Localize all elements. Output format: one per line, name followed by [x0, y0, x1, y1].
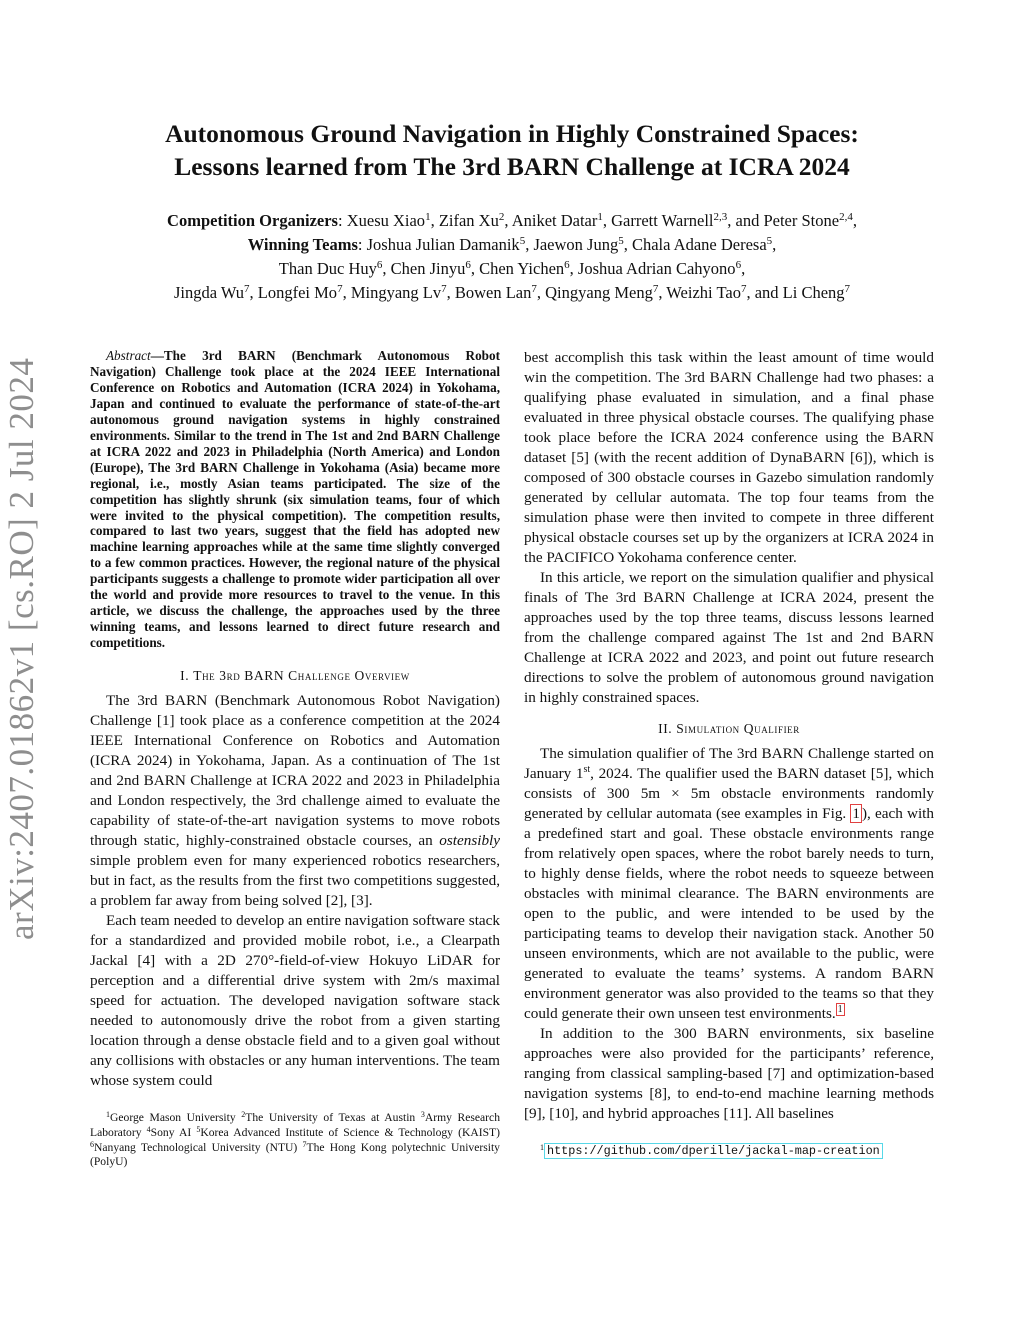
affil-mark: 7	[652, 283, 659, 295]
winners-label: Winning Teams	[247, 235, 358, 254]
emphasis-text: ostensibly	[439, 832, 501, 850]
affiliation: The Hong Kong polytechnic University (PolyU)	[90, 1140, 500, 1169]
paragraph: In addition to the 300 BARN environments, six baseline approaches were also provided for the participants’ reference, ranging from classical sampling-based [7] and optimization-based navigation systems [8], to end-to-end machine learning methods [9], [10], and hybrid approaches [11]. All baselines	[524, 1025, 934, 1122]
author: Qingyang Meng	[545, 283, 653, 302]
paragraph-text: The 3rd BARN (Benchmark Autonomous Robot Navigation) Challenge [1] took place as a conference competition at the 2024 IEEE International Conference on Robotics and Automation (ICRA 2024) in Yokohama, Japan. As a continuation of The 1st and 2nd BARN Challenge at ICRA 2022 and 2023 in Philadelphia and London respectively, the 3rd challenge aimed to evaluate the capability of state-of-the-art navigation systems to move robots through static, highly-constrained obstacle courses, an	[90, 692, 500, 850]
abstract-text: The 3rd BARN (Benchmark Autonomous Robot Navigation) Challenge took place at the 2024 IEEE International Conference on Robotics and Automation (ICRA 2024) in Yokohama, Japan and continued to evaluate the performance of state-of-the-art autonomous ground navigation systems in highly constrained environments. Similar to the trend in The 1st and 2nd BARN Challenge at ICRA 2022 and 2023 in Philadelphia (North America) and London (Europe), The 3rd BARN Challenge in Yokohama (Asia) became more regional, i.e., mostly Asian teams participated. The size of the competition has slightly shrunk (six simulation teams, four of which were invited to the physical competition). The competition results, compared to last two years, suggest that the field has adopted new machine learning approaches while at the same time slightly converged to a few common practices. However, the regional nature of the physical participants suggests a challenge to promote wider participation all over the world and provide more resources to travel to the venue. In this article, we discuss the challenge, the approaches used by the three winning teams, and lessons learned to direct future research and competitions.	[90, 348, 500, 651]
paragraph	[524, 744, 934, 1024]
affil-mark: 6	[564, 259, 570, 271]
author: Jingda Wu	[173, 283, 245, 302]
author: Than Duc Huy	[278, 259, 377, 278]
affil-mark: 7	[337, 283, 343, 295]
affil-mark: 6	[465, 259, 471, 271]
paragraph-text: ), each with a predefined start and goal. These obstacle environments range from relatively open spaces, where the robot barely needs to turn, to highly dense fields, where the robot needs to squeeze between obstacles with minimal clearance. The BARN environments are open to the public, and were intended to be used by the participating teams to develop their navigation stack. Another 50 unseen environments, which are not available to the public, were generated to evaluate the teams’ systems. A random BARN environment generator was also provided to the teams so that they could generate their own unseen test environments.	[524, 805, 934, 1022]
author: Mingyang Lv	[350, 283, 442, 302]
author: Bowen Lan	[454, 283, 532, 302]
section-number: I.	[180, 668, 190, 684]
footnote-link[interactable]: 1	[837, 1004, 843, 1015]
paragraph: In this article, we report on the simulation qualifier and physical finals of The 3rd BARN Challenge at ICRA 2024, present the approaches used by the top three teams, discuss lessons learned from the challenge compared against The 1st and 2nd BARN Challenge at ICRA 2022 and 2023, and point out future research directions to solve the problem of autonomous ground navigation in highly constrained spaces.	[524, 569, 934, 706]
paragraph-text: , 2024. The qualifier used the BARN dataset [5], which consists of 300 5m × 5m obstacle environments randomly generated by cellular automata (see examples in Fig.	[524, 765, 934, 822]
section-title: The 3rd BARN Challenge Overview	[193, 668, 410, 684]
author: Xuesu Xiao	[346, 211, 426, 230]
affil-mark: 5	[618, 235, 624, 247]
figure-link[interactable]: 1	[852, 805, 860, 822]
arxiv-identifier: arXiv:2407.01862v1 [cs.RO] 2 Jul 2024	[2, 357, 41, 940]
author: Li Cheng	[782, 283, 845, 302]
affiliation: The University of Texas at Austin	[245, 1111, 416, 1125]
affil-mark: 2,4	[839, 211, 853, 223]
affiliation-footnote	[90, 1111, 500, 1170]
ordinal-suffix: st	[583, 764, 591, 775]
affil-mark: 7	[441, 283, 447, 295]
author: Jaewon Jung	[533, 235, 619, 254]
affiliation: George Mason University	[110, 1111, 236, 1125]
affil-num: 3	[420, 1110, 425, 1120]
author: Longfei Mo	[257, 283, 338, 302]
footnote-num: 1	[540, 1143, 544, 1152]
author: Weizhi Tao	[666, 283, 741, 302]
title-line-2: Lessons learned from The 3rd BARN Challenge at ICRA 2024	[174, 152, 850, 181]
paper-title	[90, 117, 934, 183]
author: Chen Jinyu	[390, 259, 466, 278]
abstract: Abstract—The 3rd BARN (Benchmark Autonomous Robot Navigation) Challenge took place at the 2024 IEEE International Conference on Robotics and Automation (ICRA 2024) in Yokohama, Japan and continued to evaluate the performance of state-of-the-art autonomous ground navigation systems in highly constrained environments. Similar to the trend in The 1st and 2nd BARN Challenge at ICRA 2022 and 2023 in Philadelphia (North America) and London (Europe), The 3rd BARN Challenge in Yokohama (Asia) became more regional, i.e., mostly Asian teams participated. The size of the competition has slightly shrunk (six simulation teams, four of which were invited to the physical competition). The competition results, compared to last two years, suggest that the field has adopted new machine learning approaches while at the same time slightly converged to a few common practices. However, the regional nature of the physical participants suggests a challenge to promote wider participation all over the world and provide more resources to travel to the venue. In this article, we discuss the challenge, the approaches used by the three winning teams, and lessons learned to direct future research and competitions.	[90, 348, 500, 651]
author: Zifan Xu	[438, 211, 499, 230]
github-url-link[interactable]: https://github.com/dperille/jackal-map-creation	[544, 1143, 883, 1159]
affil-mark: 2,3	[713, 211, 728, 223]
section-number: II.	[658, 721, 673, 736]
author: Aniket Datar	[511, 211, 598, 230]
affiliation: Army Research Laboratory	[90, 1111, 500, 1139]
affiliation: Korea Advanced Institute of Science & Technology (KAIST)	[200, 1125, 500, 1139]
affil-num: 1	[106, 1110, 110, 1120]
affil-mark: 5	[519, 235, 526, 247]
affil-num: 4	[146, 1124, 151, 1134]
affil-num: 5	[196, 1124, 201, 1134]
author: Peter Stone	[763, 211, 840, 230]
affil-mark: 6	[376, 259, 383, 271]
affil-mark: 1	[425, 211, 431, 223]
author-block: Competition Organizers: Xuesu Xiao$^1$, Zifan Xu$^2$, Aniket Datar$^1$, Garrett Warnell$^{2,3}$, and Peter Stone$^{2,4}$, Winning Teams: Joshua Julian Damanik$^5$, Jaewon Jung$^5$, Chala Adane Deresa$^5$, Than Duc Huy$^6$, Chen Jinyu$^6$, Chen Yichen$^6$, Joshua Adrian Cahyono$^6$, Jingda Wu$^7$, Longfei Mo$^7$, Mingyang Lv$^7$, Bowen Lan$^7$, Qingyang Meng$^7$, Weizhi Tao$^7$, and Li Cheng$^7$	[167, 211, 857, 302]
organizers-label: Competition Organizers	[167, 211, 338, 230]
left-column	[90, 348, 500, 1170]
paragraph-text: The simulation qualifier of The 3rd BARN Challenge started on January 1	[524, 745, 934, 782]
affil-num: 2	[241, 1110, 246, 1120]
url-footnote	[524, 1144, 934, 1159]
section-title: Simulation Qualifier	[676, 721, 800, 736]
affil-mark: 7	[531, 283, 537, 295]
section-heading	[90, 667, 500, 685]
paragraph: Each team needed to develop an entire navigation software stack for a standardized and provided mobile robot, i.e., a Clearpath Jackal [4] with a 2D 270°-field-of-view Hokuyo LiDAR for perception and a differential drive system with 2m/s maximal speed for actuation. The developed navigation software stack needed to autonomously drive the robot from a given starting location through a dense obstacle field and to a given goal without any collisions with obstacles or any human interventions. The team whose system could	[90, 912, 500, 1090]
affil-mark: 7	[844, 283, 851, 295]
affil-mark: 7	[244, 283, 250, 295]
affil-mark: 5	[766, 235, 773, 247]
affiliation: Sony AI	[150, 1125, 192, 1139]
right-column	[524, 348, 934, 1159]
affil-num: 7	[302, 1139, 307, 1149]
author: Garrett Warnell	[611, 211, 714, 230]
affil-mark: 1	[597, 211, 603, 223]
section-heading	[524, 720, 934, 738]
paragraph: best accomplish this task within the least amount of time would win the competition. The 3rd BARN Challenge had two phases: a qualifying phase evaluated in simulation, and a final phase evaluated in three physical obstacle courses. The qualifying phase took place before the ICRA 2024 conference using the BARN dataset [5] (with the recent addition of DynaBARN [6]), which is composed of 300 obstacle courses in Gazebo simulation randomly generated by cellular automata. The top four teams from the simulation phase were then invited to compete in three different physical obstacle courses set up by the organizers at ICRA 2024 in the PACIFICO Yokohama conference center.	[524, 349, 934, 566]
abstract-label: Abstract	[106, 348, 151, 363]
author: Joshua Adrian Cahyono	[577, 259, 736, 278]
affiliation: Nanyang Technological University (NTU)	[94, 1140, 298, 1154]
author: Joshua Julian Damanik	[366, 235, 520, 254]
affil-mark: 7	[740, 283, 747, 295]
author: Chen Yichen	[479, 259, 565, 278]
title-line-1: Autonomous Ground Navigation in Highly Constrained Spaces:	[165, 119, 859, 148]
paragraph-text: simple problem even for many experienced robotics researchers, but in fact, as the results from the first two competitions suggested, a problem far away from being solved [2], [3].	[90, 852, 500, 910]
paragraph	[90, 691, 500, 911]
author: Chala Adane Deresa	[631, 235, 767, 254]
affil-mark: 6	[735, 259, 742, 271]
affil-num: 6	[90, 1139, 94, 1149]
affil-mark: 2	[498, 211, 505, 223]
